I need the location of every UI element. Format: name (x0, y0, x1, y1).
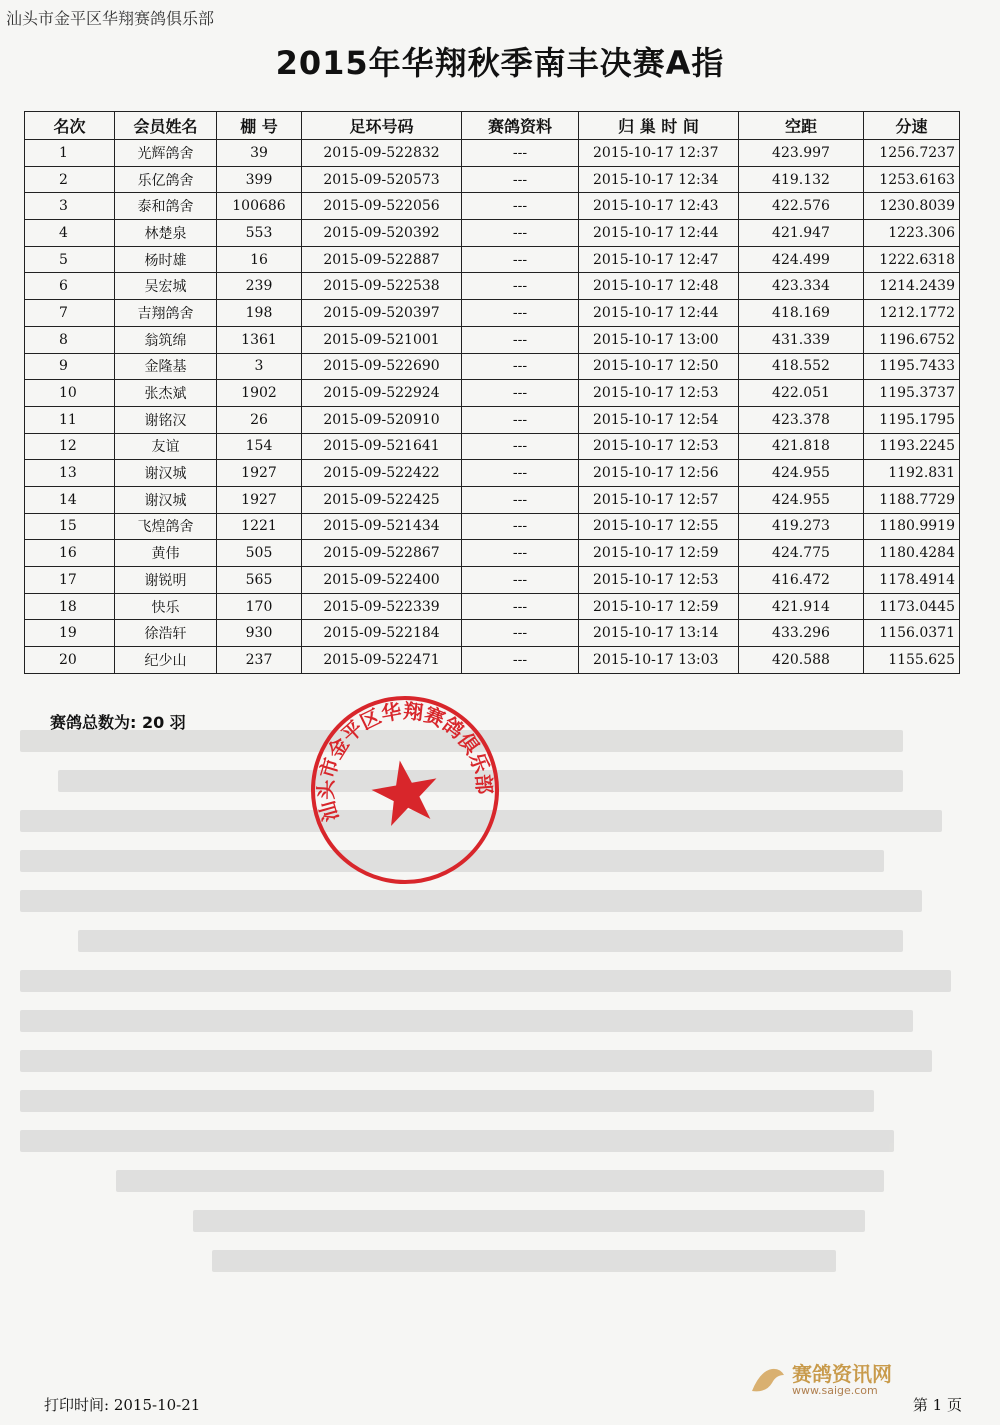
cell-member-name: 翁筑绵 (115, 326, 217, 353)
cell-rank: 8 (25, 326, 115, 353)
cell-loft-no: 39 (217, 140, 302, 167)
cell-distance: 424.499 (739, 246, 864, 273)
cell-loft-no: 3 (217, 353, 302, 380)
cell-speed: 1193.2245 (864, 433, 960, 460)
cell-loft-no: 239 (217, 273, 302, 300)
cell-rank: 3 (25, 193, 115, 220)
cell-loft-no: 1361 (217, 326, 302, 353)
table-row (25, 193, 960, 220)
cell-member-name: 吉翔鸽舍 (115, 300, 217, 327)
cell-speed: 1180.9919 (864, 513, 960, 540)
cell-arrival-time: 2015-10-17 12:57 (579, 486, 739, 513)
cell-loft-no: 553 (217, 220, 302, 247)
cell-speed: 1222.6318 (864, 246, 960, 273)
cell-arrival-time: 2015-10-17 12:59 (579, 540, 739, 567)
cell-arrival-time: 2015-10-17 12:47 (579, 246, 739, 273)
table-row (25, 140, 960, 167)
cell-member-name: 泰和鸽舍 (115, 193, 217, 220)
pigeon-icon (750, 1365, 786, 1395)
cell-member-name: 金隆基 (115, 353, 217, 380)
cell-ring-no: 2015-09-520392 (302, 220, 462, 247)
cell-ring-no: 2015-09-522690 (302, 353, 462, 380)
cell-arrival-time: 2015-10-17 12:54 (579, 406, 739, 433)
results-table (24, 111, 960, 674)
cell-rank: 10 (25, 380, 115, 407)
cell-distance: 423.378 (739, 406, 864, 433)
cell-speed: 1156.0371 (864, 620, 960, 647)
cell-arrival-time: 2015-10-17 12:37 (579, 140, 739, 167)
cell-pigeon-info: --- (462, 193, 579, 220)
cell-loft-no: 1927 (217, 460, 302, 487)
cell-rank: 11 (25, 406, 115, 433)
cell-speed: 1155.625 (864, 647, 960, 674)
cell-ring-no: 2015-09-520573 (302, 166, 462, 193)
cell-speed: 1178.4914 (864, 567, 960, 594)
cell-loft-no: 399 (217, 166, 302, 193)
cell-pigeon-info: --- (462, 246, 579, 273)
cell-rank: 16 (25, 540, 115, 567)
table-row (25, 273, 960, 300)
cell-loft-no: 154 (217, 433, 302, 460)
cell-speed: 1196.6752 (864, 326, 960, 353)
cell-speed: 1253.6163 (864, 166, 960, 193)
cell-distance: 431.339 (739, 326, 864, 353)
cell-loft-no: 1221 (217, 513, 302, 540)
cell-pigeon-info: --- (462, 326, 579, 353)
col-loft-no: 棚 号 (217, 112, 302, 140)
cell-pigeon-info: --- (462, 460, 579, 487)
cell-speed: 1195.3737 (864, 380, 960, 407)
total-pigeons: 赛鸽总数为: 20 羽 (50, 713, 186, 732)
cell-arrival-time: 2015-10-17 12:43 (579, 193, 739, 220)
table-row (25, 406, 960, 433)
cell-pigeon-info: --- (462, 620, 579, 647)
cell-ring-no: 2015-09-522867 (302, 540, 462, 567)
cell-pigeon-info: --- (462, 166, 579, 193)
col-member-name: 会员姓名 (115, 112, 217, 140)
cell-pigeon-info: --- (462, 300, 579, 327)
cell-arrival-time: 2015-10-17 13:00 (579, 326, 739, 353)
cell-speed: 1192.831 (864, 460, 960, 487)
cell-ring-no: 2015-09-522339 (302, 593, 462, 620)
cell-distance: 422.576 (739, 193, 864, 220)
cell-distance: 422.051 (739, 380, 864, 407)
cell-distance: 423.997 (739, 140, 864, 167)
cell-pigeon-info: --- (462, 273, 579, 300)
cell-arrival-time: 2015-10-17 12:56 (579, 460, 739, 487)
table-row (25, 220, 960, 247)
cell-pigeon-info: --- (462, 486, 579, 513)
cell-rank: 4 (25, 220, 115, 247)
table-row (25, 326, 960, 353)
cell-distance: 416.472 (739, 567, 864, 594)
table-row (25, 620, 960, 647)
cell-loft-no: 198 (217, 300, 302, 327)
cell-speed: 1195.1795 (864, 406, 960, 433)
table-row (25, 380, 960, 407)
cell-rank: 13 (25, 460, 115, 487)
cell-distance: 418.169 (739, 300, 864, 327)
cell-ring-no: 2015-09-521641 (302, 433, 462, 460)
table-row (25, 567, 960, 594)
cell-member-name: 谢铭汉 (115, 406, 217, 433)
cell-loft-no: 505 (217, 540, 302, 567)
cell-arrival-time: 2015-10-17 12:53 (579, 433, 739, 460)
cell-member-name: 吴宏城 (115, 273, 217, 300)
cell-rank: 15 (25, 513, 115, 540)
cell-member-name: 光辉鸽舍 (115, 140, 217, 167)
table-row (25, 513, 960, 540)
cell-distance: 418.552 (739, 353, 864, 380)
col-distance: 空距 (739, 112, 864, 140)
cell-distance: 421.947 (739, 220, 864, 247)
cell-loft-no: 100686 (217, 193, 302, 220)
table-row (25, 246, 960, 273)
cell-distance: 419.273 (739, 513, 864, 540)
cell-rank: 5 (25, 246, 115, 273)
cell-rank: 7 (25, 300, 115, 327)
cell-ring-no: 2015-09-520910 (302, 406, 462, 433)
cell-pigeon-info: --- (462, 567, 579, 594)
cell-speed: 1173.0445 (864, 593, 960, 620)
cell-rank: 14 (25, 486, 115, 513)
cell-member-name: 黄伟 (115, 540, 217, 567)
table-row (25, 460, 960, 487)
cell-arrival-time: 2015-10-17 12:44 (579, 300, 739, 327)
cell-rank: 12 (25, 433, 115, 460)
cell-distance: 424.775 (739, 540, 864, 567)
cell-ring-no: 2015-09-522471 (302, 647, 462, 674)
cell-speed: 1188.7729 (864, 486, 960, 513)
cell-distance: 420.588 (739, 647, 864, 674)
seal-text: 汕头市金平区华翔赛鸽俱乐部 (313, 698, 497, 825)
table-row (25, 433, 960, 460)
cell-rank: 18 (25, 593, 115, 620)
cell-ring-no: 2015-09-522425 (302, 486, 462, 513)
cell-arrival-time: 2015-10-17 12:53 (579, 567, 739, 594)
cell-rank: 2 (25, 166, 115, 193)
cell-rank: 1 (25, 140, 115, 167)
cell-arrival-time: 2015-10-17 12:53 (579, 380, 739, 407)
cell-ring-no: 2015-09-522538 (302, 273, 462, 300)
table-row (25, 593, 960, 620)
col-ring-no: 足环号码 (302, 112, 462, 140)
cell-ring-no: 2015-09-522056 (302, 193, 462, 220)
cell-ring-no: 2015-09-521001 (302, 326, 462, 353)
cell-rank: 9 (25, 353, 115, 380)
cell-arrival-time: 2015-10-17 12:59 (579, 593, 739, 620)
cell-ring-no: 2015-09-522924 (302, 380, 462, 407)
cell-member-name: 纪少山 (115, 647, 217, 674)
cell-loft-no: 930 (217, 620, 302, 647)
table-row (25, 486, 960, 513)
cell-arrival-time: 2015-10-17 12:55 (579, 513, 739, 540)
cell-member-name: 谢汉城 (115, 460, 217, 487)
cell-ring-no: 2015-09-522184 (302, 620, 462, 647)
cell-pigeon-info: --- (462, 647, 579, 674)
cell-ring-no: 2015-09-522422 (302, 460, 462, 487)
cell-speed: 1180.4284 (864, 540, 960, 567)
page-title: 2015年华翔秋季南丰决赛A指 (275, 44, 725, 82)
cell-distance: 423.334 (739, 273, 864, 300)
cell-ring-no: 2015-09-521434 (302, 513, 462, 540)
cell-distance: 419.132 (739, 166, 864, 193)
cell-rank: 19 (25, 620, 115, 647)
cell-loft-no: 1902 (217, 380, 302, 407)
page-number: 第 1 页 (912, 1396, 962, 1414)
cell-member-name: 张杰斌 (115, 380, 217, 407)
cell-ring-no: 2015-09-522887 (302, 246, 462, 273)
cell-distance: 433.296 (739, 620, 864, 647)
watermark-url: www.saige.com (792, 1383, 878, 1397)
cell-member-name: 飞煌鸽舍 (115, 513, 217, 540)
table-row (25, 647, 960, 674)
table-row (25, 540, 960, 567)
cell-pigeon-info: --- (462, 140, 579, 167)
cell-ring-no: 2015-09-520397 (302, 300, 462, 327)
cell-speed: 1223.306 (864, 220, 960, 247)
col-pigeon-info: 赛鸽资料 (462, 112, 579, 140)
cell-pigeon-info: --- (462, 220, 579, 247)
cell-loft-no: 565 (217, 567, 302, 594)
cell-speed: 1195.7433 (864, 353, 960, 380)
cell-pigeon-info: --- (462, 593, 579, 620)
cell-arrival-time: 2015-10-17 12:50 (579, 353, 739, 380)
cell-pigeon-info: --- (462, 540, 579, 567)
cell-arrival-time: 2015-10-17 12:48 (579, 273, 739, 300)
cell-speed: 1256.7237 (864, 140, 960, 167)
table-row (25, 300, 960, 327)
cell-arrival-time: 2015-10-17 12:44 (579, 220, 739, 247)
cell-speed: 1230.8039 (864, 193, 960, 220)
organization-name: 汕头市金平区华翔赛鸽俱乐部 (6, 9, 215, 28)
table-row (25, 166, 960, 193)
watermark-text: 赛鸽资讯网 (792, 1361, 892, 1386)
cell-distance: 424.955 (739, 486, 864, 513)
cell-loft-no: 1927 (217, 486, 302, 513)
cell-loft-no: 237 (217, 647, 302, 674)
cell-member-name: 谢汉城 (115, 486, 217, 513)
table-header-row (25, 112, 960, 140)
print-time: 打印时间: 2015-10-21 (44, 1396, 201, 1414)
cell-member-name: 徐浩轩 (115, 620, 217, 647)
club-seal-stamp (305, 690, 505, 890)
cell-member-name: 乐亿鸽舍 (115, 166, 217, 193)
cell-pigeon-info: --- (462, 433, 579, 460)
cell-loft-no: 26 (217, 406, 302, 433)
table-row (25, 353, 960, 380)
cell-speed: 1214.2439 (864, 273, 960, 300)
cell-distance: 421.818 (739, 433, 864, 460)
cell-pigeon-info: --- (462, 353, 579, 380)
col-rank: 名次 (25, 112, 115, 140)
cell-member-name: 杨时雄 (115, 246, 217, 273)
col-speed: 分速 (864, 112, 960, 140)
cell-arrival-time: 2015-10-17 13:14 (579, 620, 739, 647)
cell-pigeon-info: --- (462, 380, 579, 407)
cell-distance: 421.914 (739, 593, 864, 620)
cell-arrival-time: 2015-10-17 13:03 (579, 647, 739, 674)
cell-pigeon-info: --- (462, 406, 579, 433)
star-icon (367, 755, 443, 829)
cell-ring-no: 2015-09-522832 (302, 140, 462, 167)
cell-speed: 1212.1772 (864, 300, 960, 327)
cell-distance: 424.955 (739, 460, 864, 487)
cell-member-name: 林楚泉 (115, 220, 217, 247)
cell-pigeon-info: --- (462, 513, 579, 540)
cell-member-name: 谢锐明 (115, 567, 217, 594)
cell-member-name: 快乐 (115, 593, 217, 620)
cell-arrival-time: 2015-10-17 12:34 (579, 166, 739, 193)
cell-rank: 17 (25, 567, 115, 594)
cell-member-name: 友谊 (115, 433, 217, 460)
cell-loft-no: 16 (217, 246, 302, 273)
cell-ring-no: 2015-09-522400 (302, 567, 462, 594)
col-arrival-time: 归 巢 时 间 (579, 112, 739, 140)
cell-loft-no: 170 (217, 593, 302, 620)
cell-rank: 6 (25, 273, 115, 300)
cell-rank: 20 (25, 647, 115, 674)
